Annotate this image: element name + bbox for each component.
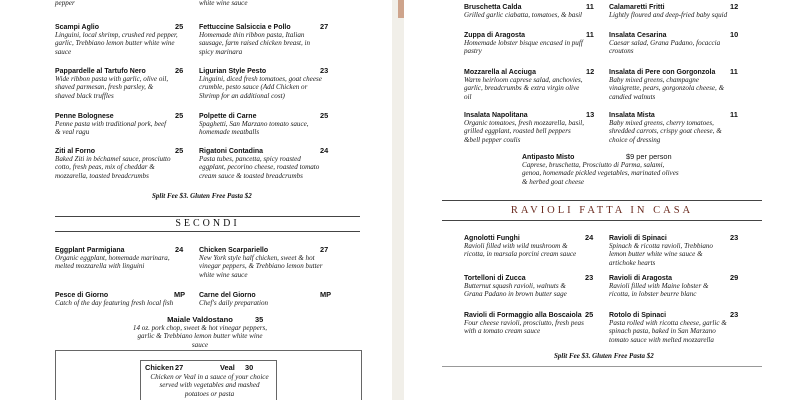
item-desc: Pasta rolled with ricotta cheese, garlic & spinach pasta, baked in San Marzano tomato sauce with melted mozzarella [609,319,727,344]
item-name: Ravioli di Formaggio alla Boscaiola [464,310,582,319]
item-name: Penne Bolognese [55,111,114,120]
item-desc: Organic tomatoes, fresh mozzarella, basil, grilled eggplant, roasted bell peppers &bell pepper coulis [464,119,585,144]
item-price: 13 [586,110,595,119]
section-rule [55,216,360,217]
item-price: 11 [586,30,594,39]
menu-item [199,290,319,307]
menu-item [55,66,173,100]
item-name: Mozzarella al Acciuga [464,67,536,76]
item-name: Insalata di Pere con Gorgonzola [609,67,716,76]
item-name: Agnolotti Funghi [464,233,520,242]
menu-item [55,245,175,271]
item-name: Bruschetta Calda [464,2,522,11]
item-name: Polpette di Carne [199,111,257,120]
item-price: 25 [175,22,184,31]
menu-item [464,310,589,336]
item-price: 11 [730,110,738,119]
item-desc: Catch of the day featuring fresh local fish [55,299,174,307]
item-price: 24 [175,245,184,254]
menu-item [199,245,324,279]
item-price: 24 [585,233,594,242]
item-desc: Ravioli filled with wild mushroom & ricotta, in marsala porcini cream sauce [464,242,577,259]
item-desc: Ravioli filled with Maine lobster & ricotta, in lobster beurre blanc [609,282,709,299]
menu-item [464,273,584,299]
item-price: 12 [730,2,739,11]
item-desc: Penne pasta with traditional pork, beef & veal ragu [55,120,167,137]
item-desc: New York style half chicken, sweet & hot vinegar peppers, & Trebbiano lemon butter white wine sauce [199,254,323,279]
item-name: Calamaretti Fritti [609,2,665,11]
item-price: 12 [586,67,595,76]
top-snippet: pepper [55,0,75,7]
item-name: Ravioli di Aragosta [609,273,673,282]
menu-page-left [0,0,392,400]
ravioli-note: Split Fee $3. Gluten Free Pasta $2 [554,352,654,360]
menu-item [199,22,319,56]
item-name: Ligurian Style Pesto [199,66,267,75]
section-rule [442,220,762,221]
page-gutter [392,0,404,400]
item-name: Maiale Valdostano [167,315,233,324]
item-price: 25 [175,111,184,120]
ravioli-title: RAVIOLI FATTA IN CASA [510,205,694,216]
item-price: $9 per person [626,152,672,161]
item-desc: Four cheese ravioli, prosciutto, fresh peas with a tomato cream sauce [464,319,584,336]
item-name: Pappardelle al Tartufo Nero [55,66,146,75]
menu-item [464,2,584,19]
item-price: 23 [730,233,739,242]
item-desc: Spinach & ricotta ravioli, Trebbiano lemon butter white wine sauce & artichoke hearts [609,242,713,267]
item-name: Chicken Scarpariello [199,245,269,254]
menu-item [464,67,584,101]
item-price: 23 [320,66,329,75]
item-name: Eggplant Parmigiana [55,245,125,254]
menu-item [609,233,727,267]
menu-item [199,146,321,180]
item-desc: Chef's daily preparation [199,299,269,307]
menu-item [609,273,729,299]
pasta-note: Split Fee $3. Gluten Free Pasta $2 [152,192,252,200]
item-name: Pesce di Giorno [55,290,109,299]
section-rule [442,366,762,367]
item-name: Rigatoni Contadina [199,146,264,155]
item-desc: Spaghetti, San Marzano tomato sauce, homemade meatballs [199,120,309,137]
item-desc: Linguini, diced fresh tomatoes, goat cheese crumble, pesto sauce (Add Chicken or Shrimp for an additional cost) [199,75,322,100]
item-desc: Homemade lobster bisque encased in puff pastry [464,39,583,56]
menu-item [464,233,586,259]
top-snippet-right: white wine sauce [199,0,248,7]
item-price: 27 [320,245,329,254]
item-name: Ravioli di Spinaci [609,233,667,242]
combo-chicken-label: Chicken [145,363,174,372]
item-name: Fettuccine Salsiccia e Pollo [199,22,291,31]
combo-veal-label: Veal [220,363,235,372]
item-price: 23 [730,310,739,319]
item-desc: Butternut squash ravioli, walnuts & Grana Padano in brown butter sage [464,282,567,299]
item-name: Tortelloni di Zucca [464,273,526,282]
item-desc: Baby mixed greens, champagne vinaigrette, pears, gorgonzola cheese, & candied walnuts [609,76,725,101]
item-name: Insalata Mista [609,110,655,119]
menu-page-right [404,0,800,400]
combo-chicken-price: 27 [175,363,184,372]
item-price: 11 [730,67,738,76]
item-name: Scampi Aglio [55,22,100,31]
menu-item [609,310,727,344]
menu-item [130,315,270,349]
item-price: MP [320,290,332,299]
item-price: 26 [175,66,184,75]
item-price: 23 [585,273,594,282]
menu-item [55,111,173,137]
menu-item [55,22,180,56]
combo-desc: Chicken or Veal in a sauce of your choice served with vegetables and mashed potatoes or pasta [150,373,269,398]
item-name: Zuppa di Aragosta [464,30,526,39]
item-price: 25 [320,111,329,120]
menu-item [609,110,729,144]
item-price: 35 [255,315,264,324]
item-desc: Linguini, local shrimp, crushed red pepper, garlic, Trebbiano lemon butter white wine sauce [55,31,178,56]
item-desc: Warm heirloom caprese salad, anchovies, garlic, breadcrumbs & extra virgin olive oil [464,76,583,101]
item-desc: 14 oz. pork chop, sweet & hot vinegar peppers, garlic & Trebbiano lemon butter white wine sauce [132,324,268,349]
combo-veal-price: 30 [245,363,254,372]
item-price: 24 [320,146,329,155]
menu-item [55,146,173,180]
item-desc: Grilled garlic ciabatta, tomatoes, & basil [464,11,583,19]
item-desc: Lightly floured and deep-fried baby squid [609,11,728,19]
item-name: Ziti al Forno [55,146,95,155]
item-desc: Baked Ziti in béchamel sauce, prosciutto cotto, fresh peas, mix of cheddar & mozzarella, toasted breadcrumbs [55,155,171,180]
menu-item [464,30,584,56]
item-desc: Wide ribbon pasta with garlic, olive oil, shaved parmesan, fresh parsley, & shaved black truffles [55,75,169,100]
secondi-title: SECONDI [175,218,240,229]
item-desc: Pasta tubes, pancetta, spicy roasted eggplant, pecorino cheese, roasted tomato cream sauce & toasted breadcrumbs [199,155,320,180]
item-price: 29 [730,273,739,282]
item-price: 11 [586,2,594,11]
menu-item [199,111,319,137]
menu-item [609,67,729,101]
item-name: Insalata Napolitana [464,110,528,119]
item-desc: Caesar salad, Grana Padano, focaccia croutons [609,39,721,56]
section-rule [55,231,360,232]
menu-item [464,110,584,144]
item-desc: Organic eggplant, homemade marinara, melted mozzarella with linguini [55,254,170,271]
item-price: 25 [585,310,594,319]
section-rule [442,200,762,201]
menu-item [55,290,175,307]
item-name: Antipasto Misto [522,152,575,161]
menu-item [609,30,727,56]
menu-item [199,66,324,100]
item-desc: Homemade thin ribbon pasta, Italian sausage, farm raised chicken breast, in spicy marinara [199,31,311,56]
item-price: 25 [175,146,184,155]
item-price: MP [174,290,186,299]
item-desc: Caprese, bruschetta, Prosciutto di Parma, salami, genoa, homemade pickled vegetables, marinated olives & herbed goat cheese [522,161,679,186]
item-desc: Baby mixed greens, cherry tomatoes, shredded carrots, crispy goat cheese, & choice of dressing [609,119,722,144]
item-name: Rotolo di Spinaci [609,310,667,319]
item-name: Insalata Cesarina [609,30,667,39]
item-price: 10 [730,30,739,39]
item-price: 27 [320,22,329,31]
item-name: Carne del Giorno [199,290,256,299]
menu-item [609,2,729,19]
